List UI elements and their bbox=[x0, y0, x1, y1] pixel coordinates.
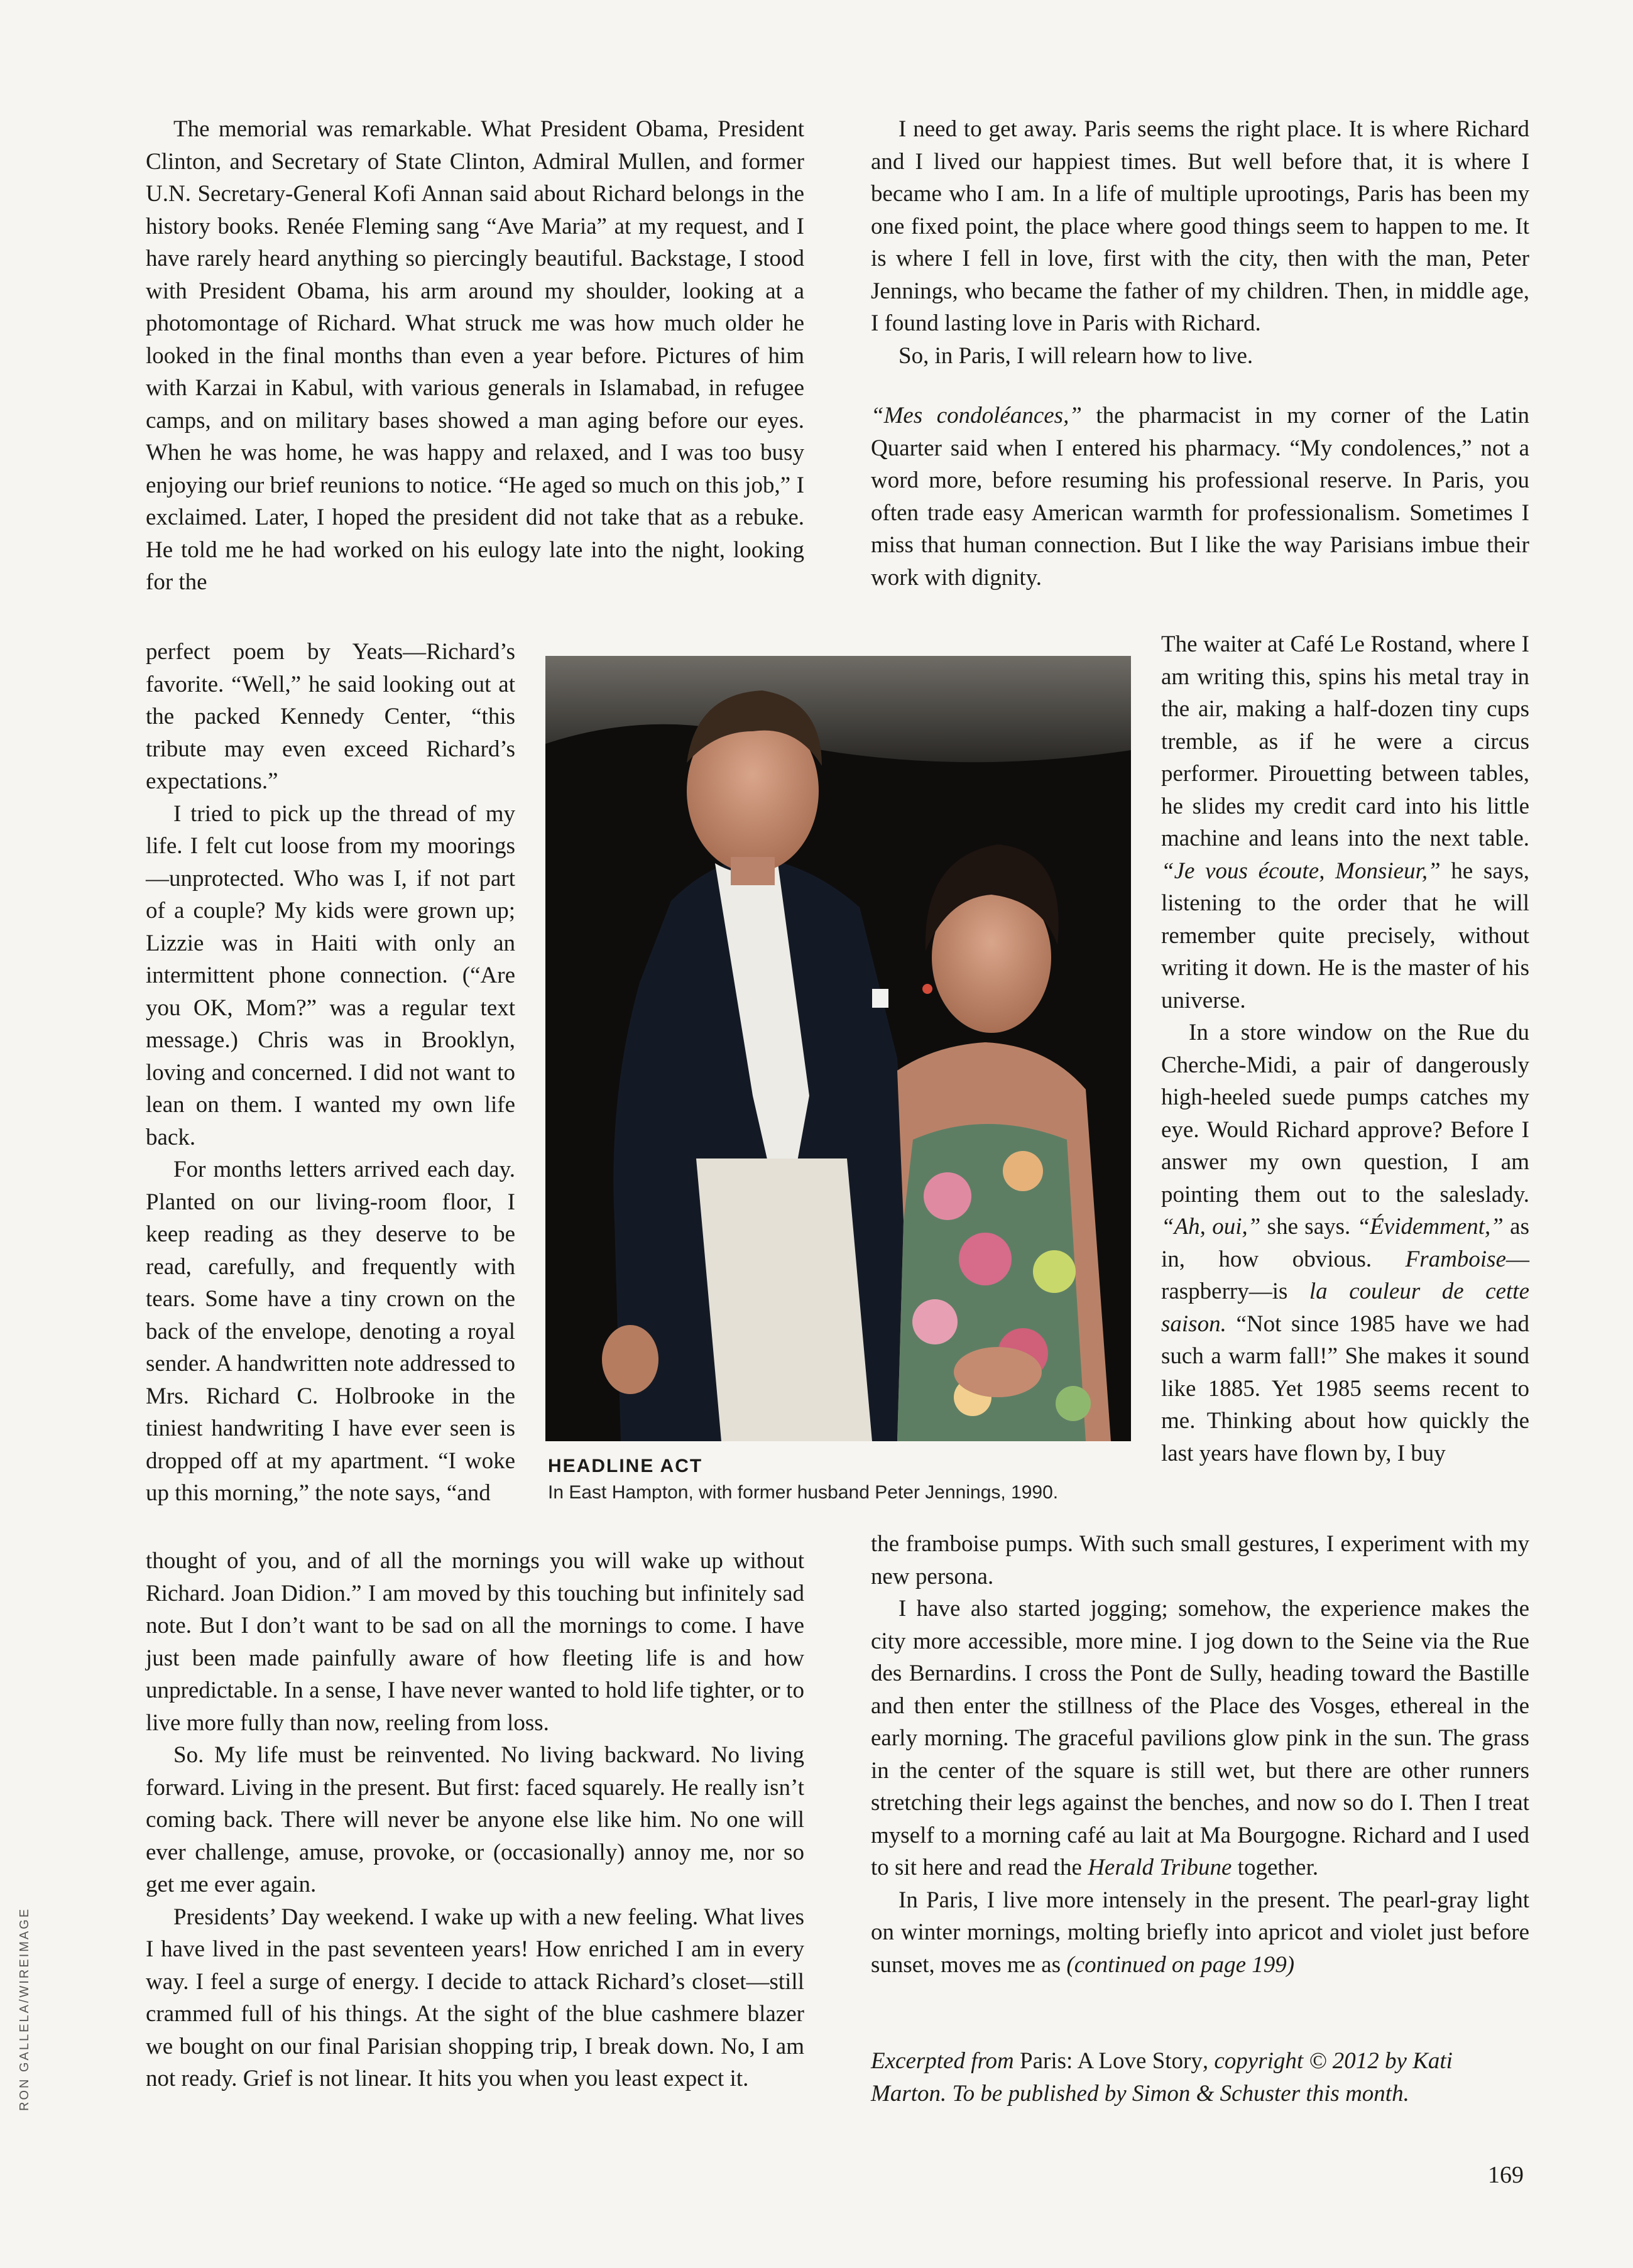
store-text-mid2: as in, how obvious. bbox=[1161, 1214, 1530, 1272]
page-number: 169 bbox=[1488, 2162, 1524, 2188]
photo-illustration bbox=[545, 656, 1131, 1441]
paragraph-yeats: perfect poem by Yeats—Richard’s favorite. “Well,” he said looking out at the packed Kennedy Center, “this tribute may even exceed Richard’s expectations.” bbox=[146, 639, 515, 794]
paragraph-get-away: I need to get away. Paris seems the right place. It is where Richard and I lived our happiest times. But well before that, it is where I became who I am. In a life of multiple uprootings, Paris has been my one fixed point, the place where good things seem to happen to me. It is where I fell in love, first with the city, then with the man, Peter Jennings, who became the father of my children. Then, in middle age, I found lasting love in Paris with Richard. bbox=[871, 116, 1529, 336]
store-quote-ahoui: “Ah, oui,” bbox=[1161, 1214, 1261, 1240]
jogging-text: I have also started jogging; somehow, the experience makes the city more accessible, more mine. I jog down to the Seine via the Rue des Bernardins. I cross the Pont de Sully, heading toward the Bastille and then enter the stillness of the Place des Vosges, ethereal in the early morning. The graceful pavilions glow pink in the sun. The grass in the center of the square is still wet, but there are other runners stretching their legs against the benches, and now so do I. Then I treat myself to a morning café au lait at Ma Bourgogne. Richard and I used to sit here and read the bbox=[871, 1596, 1529, 1880]
jogging-end: together. bbox=[1232, 1855, 1319, 1880]
paragraph-present bbox=[871, 1884, 1529, 1982]
present-text: In Paris, I live more intensely in the present. The pearl-gray light on winter mornings, molting briefly into apricot and violet just before sunset, moves me as bbox=[871, 1887, 1529, 1978]
store-quote-evidemment: “Évidemment,” bbox=[1357, 1214, 1504, 1240]
paragraph-pumps: the framboise pumps. With such small gestures, I experiment with my new persona. bbox=[871, 1531, 1529, 1589]
paragraph-memorial: The memorial was remarkable. What President Obama, President Clinton, and Secretary of State Clinton, Admiral Mullen, and former U.N. Secretary-General Kofi Annan said about Richard belongs in the history books. Renée Fleming sang “Ave Maria” at my request, and I have rarely heard anything so piercingly beautiful. Backstage, I stood with President Obama, his arm around my shoulder, looking at a photomontage of Richard. What struck me was how much older he looked in the final months than even a year before. Pictures of him with Karzai in Kabul, with various generals in Islamabad, in refugee camps, and on military bases showed a man aging before our eyes. When he was home, he was happy and relaxed, and I was too busy enjoying our brief reunions to notice. “He aged so much on this job,” I exclaimed. Later, I hoped the president did not take that as a rebuke. He told me he had worked on his eulogy late into the night, looking for the bbox=[146, 116, 804, 595]
paragraph-pharmacist bbox=[871, 400, 1529, 594]
store-text-start: In a store window on the Rue du Cherche-Midi, a pair of dangerously high-heeled suede pumps catches my eye. Would Richard approve? Before I answer my own question, I am pointing them out to the saleslady. bbox=[1161, 1020, 1529, 1208]
store-framboise: Framboise bbox=[1405, 1246, 1506, 1272]
paragraph-thread: I tried to pick up the thread of my life. I felt cut loose from my moorings—unprotected. Who was I, if not part of a couple? My kids were grown up; Lizzie was in Haiti with only an intermittent phone connection. (“Are you OK, Mom?” was a regular text message.) Chris was in Brooklyn, loving and concerned. I did not want to lean on them. I wanted my own life back. bbox=[146, 800, 515, 1150]
column-right-narrow bbox=[1161, 628, 1529, 1469]
caption-title: HEADLINE ACT bbox=[548, 1456, 703, 1476]
photo-credit: RON GALLELA/WIREIMAGE bbox=[18, 1907, 31, 2111]
paragraph-didion: thought of you, and of all the mornings you will wake up without Richard. Joan Didion.” I am moved by this touching but infinitely sad note. But I don’t want to be sad on all the mornings to come. I have just been made painfully aware of how fleeting life is and how unpredictable. In a sense, I have never wanted to hold life tighter, or to live more fully than now, reeling from loss. bbox=[146, 1548, 804, 1736]
pharmacist-text: the pharmacist in my corner of the Latin Quarter said when I entered his pharmacy. “My condolences,” not a word more, before resuming his professional reserve. In Paris, you often trade easy American warmth for professionalism. Sometimes I miss that human connection. But I like the way Parisians imbue their work with dignity. bbox=[871, 403, 1529, 591]
excerpt-rest: , copyright © 2012 by Kati Marton. To be published by Simon & Schuster this month. bbox=[871, 2048, 1453, 2107]
excerpt-lead: Excerpted from bbox=[871, 2048, 1020, 2074]
paragraph-letters: For months letters arrived each day. Planted on our living-room floor, I keep reading as they deserve to be read, carefully, and frequently with tears. Some have a tiny crown on the back of the envelope, denoting a royal sender. A handwritten note addressed to Mrs. Richard C. Holbrooke in the tiniest handwriting I have ever seen is dropped off at my apartment. “I woke up this morning,” the note says, “and bbox=[146, 1157, 515, 1506]
store-couleur: la couleur de cette saison. bbox=[1161, 1278, 1529, 1337]
store-text-mid1: she says. bbox=[1260, 1214, 1357, 1240]
paragraph-waiter bbox=[1161, 628, 1529, 1017]
column-left-narrow bbox=[146, 636, 515, 1510]
waiter-quote: “Je vous écoute, Monsieur,” bbox=[1161, 858, 1441, 884]
column-left-top bbox=[146, 113, 804, 599]
excerpt-book-title: Paris: A Love Story bbox=[1020, 2048, 1203, 2074]
paragraph-presidents-day: Presidents’ Day weekend. I wake up with a new feeling. What lives I have lived in the past seventeen years! How enriched I am in every way. I feel a surge of energy. I decide to attack Richard’s closet—still crammed full of his things. At the sight of the blue cashmere blazer we bought on our final Parisian shopping trip, I break down. No, I am not ready. Grief is not linear. It hits you when you least expect it. bbox=[146, 1904, 804, 2091]
waiter-text-start: The waiter at Café Le Rostand, where I am writing this, spins his metal tray in the air, making a half-dozen tiny cups tremble, as if he were a circus performer. Pirouetting between tables, he slides my credit card into his little machine and leans into the next table. bbox=[1161, 631, 1529, 851]
herald-tribune: Herald Tribune bbox=[1088, 1855, 1232, 1880]
store-text-end: “Not since 1985 have we had such a warm fall!” She makes it sound like 1885. Yet 1985 seems recent to me. Thinking about how quickly the last years have flown by, I buy bbox=[1161, 1311, 1529, 1466]
continued-note: (continued on page 199) bbox=[1066, 1951, 1295, 1978]
store-text-mid3: —raspberry—is bbox=[1161, 1246, 1529, 1304]
paragraph-reinvented: So. My life must be reinvented. No living backward. No living forward. Living in the present. But first: faced squarely. He really isn’t coming back. There will never be anyone else like him. No one will ever challenge, amuse, provoke, or (occasionally) annoy me, nor so get me ever again. bbox=[146, 1742, 804, 1897]
waiter-text-end: he says, listening to the order that he will remember quite precisely, without writing it down. He is the master of his universe. bbox=[1161, 858, 1529, 1013]
paragraph-jogging bbox=[871, 1593, 1529, 1884]
pharmacist-quote: “Mes condoléances,” bbox=[871, 403, 1082, 428]
excerpt-note bbox=[871, 2045, 1529, 2110]
photo-caption bbox=[548, 1454, 1139, 1507]
column-left-bottom bbox=[146, 1545, 804, 2095]
paragraph-store bbox=[1161, 1017, 1529, 1469]
caption-text: In East Hampton, with former husband Peter Jennings, 1990. bbox=[548, 1482, 1059, 1503]
column-right-top bbox=[871, 113, 1529, 594]
paragraph-relearn: So, in Paris, I will relearn how to live. bbox=[898, 342, 1253, 369]
photo-couple bbox=[545, 656, 1131, 1441]
column-right-bottom bbox=[871, 1528, 1529, 1981]
